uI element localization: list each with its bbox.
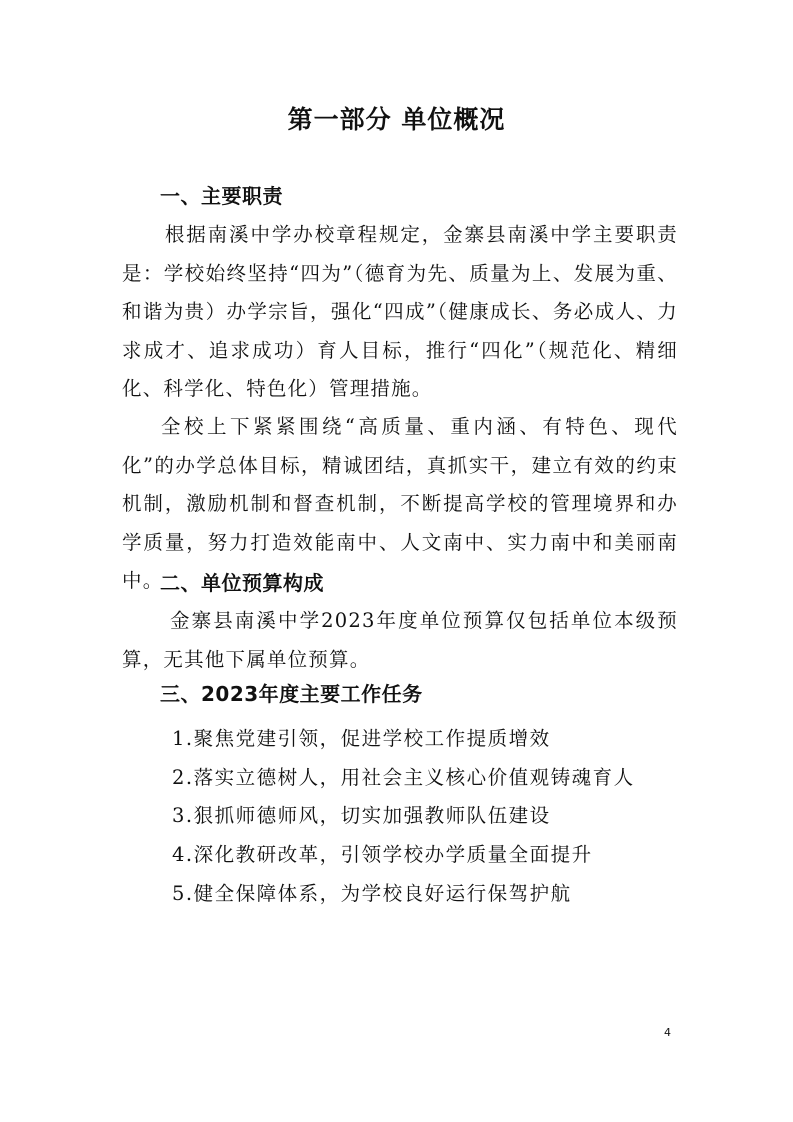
heading-main-duties: 一、主要职责 [160, 184, 283, 208]
duties-paragraph-1: 根据南溪中学办校章程规定，金寨县南溪中学主要职责是：学校始终坚持“四为”（德育为先、质量为上、发展为重、和谐为贵）办学宗旨，强化“四成”（健康成长、务必成人、力求成才、追求成功）育人目标，推行“四化”（规范化、精细化、科学化、特色化）管理措施。 [122, 223, 678, 401]
task-item: 2.落实立德树人，用社会主义核心价值观铸魂育人 [172, 766, 635, 789]
task-item: 5.健全保障体系，为学校良好运行保驾护航 [172, 882, 572, 905]
budget-paragraph: 金寨县南溪中学2023年度单位预算仅包括单位本级预算，无其他下属单位预算。 [122, 609, 678, 671]
heading-work-tasks: 三、2023年度主要工作任务 [160, 682, 423, 706]
page-title: 第一部分 单位概况 [287, 105, 506, 134]
task-item: 1.聚焦党建引领，促进学校工作提质增效 [172, 727, 551, 750]
page-number: 4 [664, 1026, 671, 1039]
task-item: 3.狠抓师德师风，切实加强教师队伍建设 [172, 804, 551, 827]
heading-budget-structure: 二、单位预算构成 [160, 571, 324, 595]
task-item: 4.深化教研改革，引领学校办学质量全面提升 [172, 843, 593, 866]
duties-paragraph-2: 全校上下紧紧围绕“高质量、重内涵、有特色、现代化”的办学总体目标，精诚团结，真抓实干，建立有效的约束机制，激励机制和督查机制，不断提高学校的管理境界和办学质量，努力打造效能南中、人文南中、实力南中和美丽南中。 [122, 415, 678, 593]
